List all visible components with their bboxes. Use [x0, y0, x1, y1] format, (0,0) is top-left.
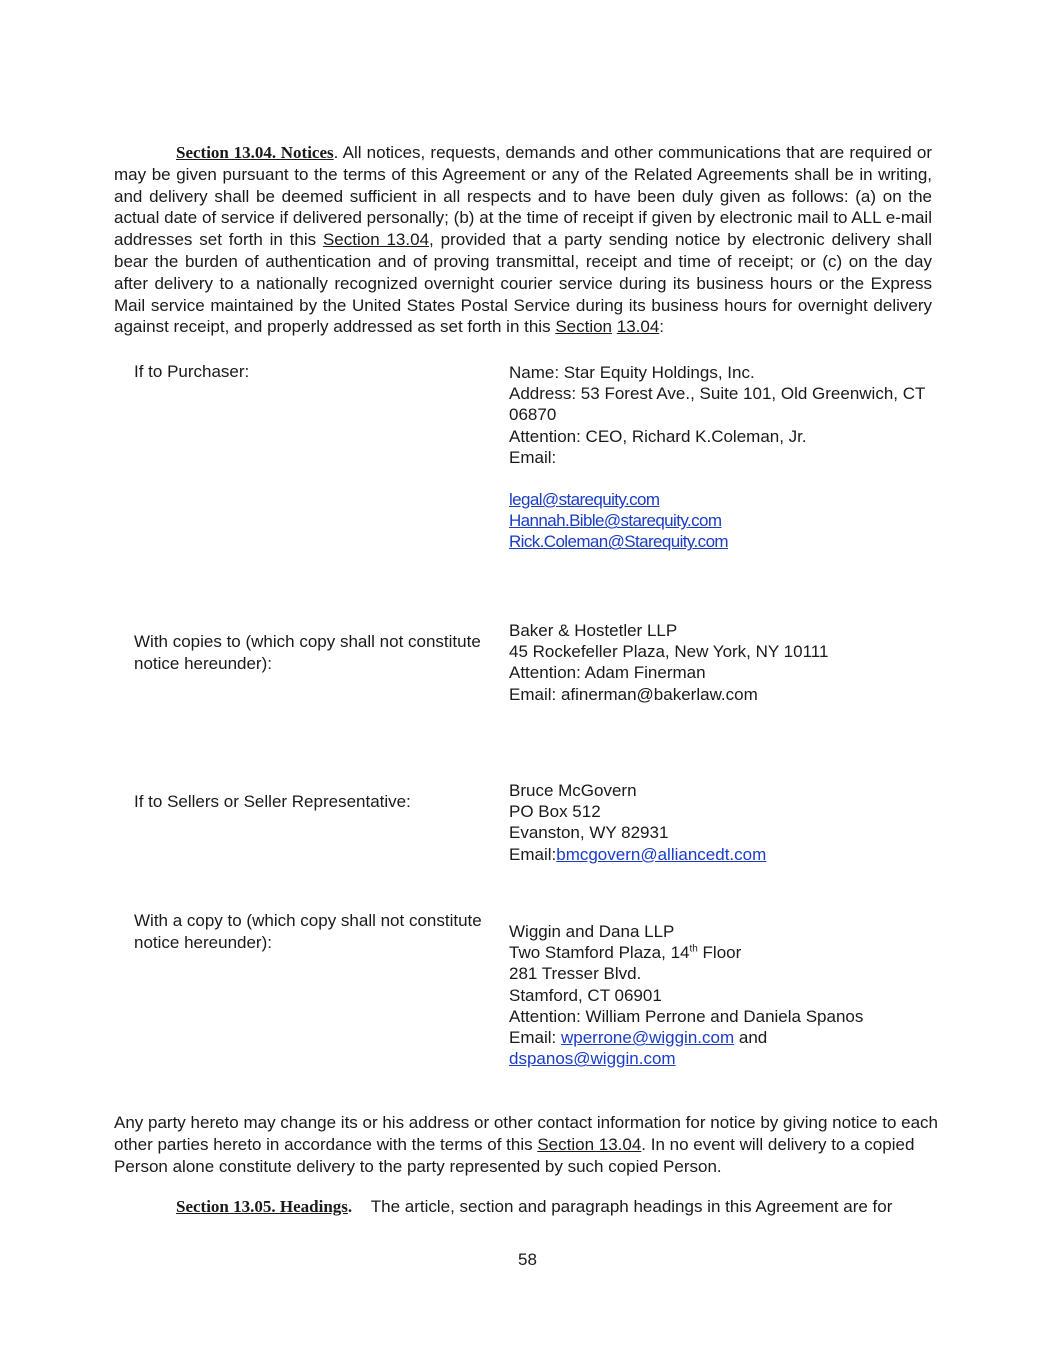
email-link[interactable]: legal@starequity.com: [509, 490, 660, 510]
section-ref: Section: [555, 317, 613, 337]
email-link[interactable]: Rick.Coleman@Starequity.com: [509, 532, 728, 552]
email-link[interactable]: bmcgovern@alliancedt.com: [556, 844, 767, 864]
seller-name: Bruce McGovern: [509, 781, 637, 800]
purchaser-address: Address: 53 Forest Ave., Suite 101, Old Greenwich, CT 06870: [509, 384, 926, 425]
sellers-block: [509, 780, 939, 865]
email-link[interactable]: wperrone@wiggin.com: [560, 1028, 735, 1048]
firm-attention: Attention: Adam Finerman: [509, 663, 706, 683]
firm-name: Wiggin and Dana LLP: [509, 922, 675, 941]
firm-city: Stamford, CT 06901: [509, 985, 662, 1005]
purchaser-name: Name: Star Equity Holdings, Inc.: [509, 363, 755, 382]
email-link[interactable]: dspanos@wiggin.com: [509, 1049, 676, 1069]
change-notice-paragraph: Any party hereto may change its or his address or other contact information for notice by giving notice to each other parties hereto in accordance with the terms of this Section 13.04. In no event will delivery to a copied Person alone constitute delivery to the party represented by such copied Person.: [114, 1113, 938, 1176]
section-13-04-heading: Section 13.04. Notices: [176, 143, 334, 162]
sellers-copy-block: Wiggin and Dana LLP Two Stamford Plaza, 14th Floor 281 Tresser Blvd. Stamford, CT 06901 Attention: William Perrone and Daniela Spanos Email: wperrone@wiggin.com and dspanos@wiggin.com: [509, 921, 939, 1069]
section-ref: 13.04: [616, 317, 660, 337]
purchaser-attention: Attention: CEO, Richard K.Coleman, Jr.: [509, 426, 807, 446]
email-link[interactable]: Hannah.Bible@starequity.com: [509, 511, 722, 531]
section-13-05-heading: Section 13.05. Headings: [176, 1197, 348, 1216]
seller-email-label: Email:: [509, 844, 557, 864]
purchaser-email-label: Email:: [509, 447, 557, 467]
page-number: 58: [518, 1250, 537, 1269]
seller-po-box: PO Box 512: [509, 802, 601, 822]
purchaser-copy-block: [509, 620, 939, 705]
purchaser-copy-label: With copies to (which copy shall not constitute notice hereunder):: [134, 632, 481, 673]
sellers-copy-label: With a copy to (which copy shall not constitute notice hereunder):: [134, 911, 482, 952]
section-13-05-paragraph: Section 13.05. Headings. The article, section and paragraph headings in this Agreement are for: [176, 1197, 893, 1216]
section-13-04-paragraph: Section 13.04. Notices. All notices, requests, demands and other communications that are required or may be given pursuant to the terms of this Agreement or any of the Related Agreements shall be in writing, and delivery shall be deemed sufficient in all respects and to have been duly given as follows: (a) on the actual date of service if delivered personally; (b) at the time of receipt if given by electronic mail to ALL e-mail addresses set forth in this Section 13.04, provided that a party sending notice by electronic delivery shall bear the burden of authentication and of proving transmittal, receipt and time of receipt; or (c) on the day after delivery to a nationally recognized overnight courier service during its business hours or the Express Mail service maintained by the United States Postal Service during its business hours for overnight delivery against receipt, and properly addressed as set forth in this Section 13.04:: [114, 143, 933, 337]
firm-address: Two Stamford Plaza, 14th Floor: [509, 943, 742, 963]
firm-email: Email: afinerman@bakerlaw.com: [509, 684, 758, 704]
seller-city: Evanston, WY 82931: [509, 823, 669, 843]
section-ref: Section 13.04: [537, 1134, 642, 1154]
firm-street: 281 Tresser Blvd.: [509, 964, 642, 984]
firm-attention: Attention: William Perrone and Daniela Spanos: [509, 1006, 864, 1026]
firm-email-label: Email:: [509, 1028, 561, 1048]
sellers-label: If to Sellers or Seller Representative:: [134, 792, 411, 811]
firm-address: 45 Rockefeller Plaza, New York, NY 10111: [509, 642, 829, 662]
section-ref: Section 13.04: [322, 230, 430, 250]
purchaser-address-block: [509, 362, 939, 553]
firm-name: Baker & Hostetler LLP: [509, 621, 678, 640]
purchaser-label: If to Purchaser:: [134, 362, 250, 381]
